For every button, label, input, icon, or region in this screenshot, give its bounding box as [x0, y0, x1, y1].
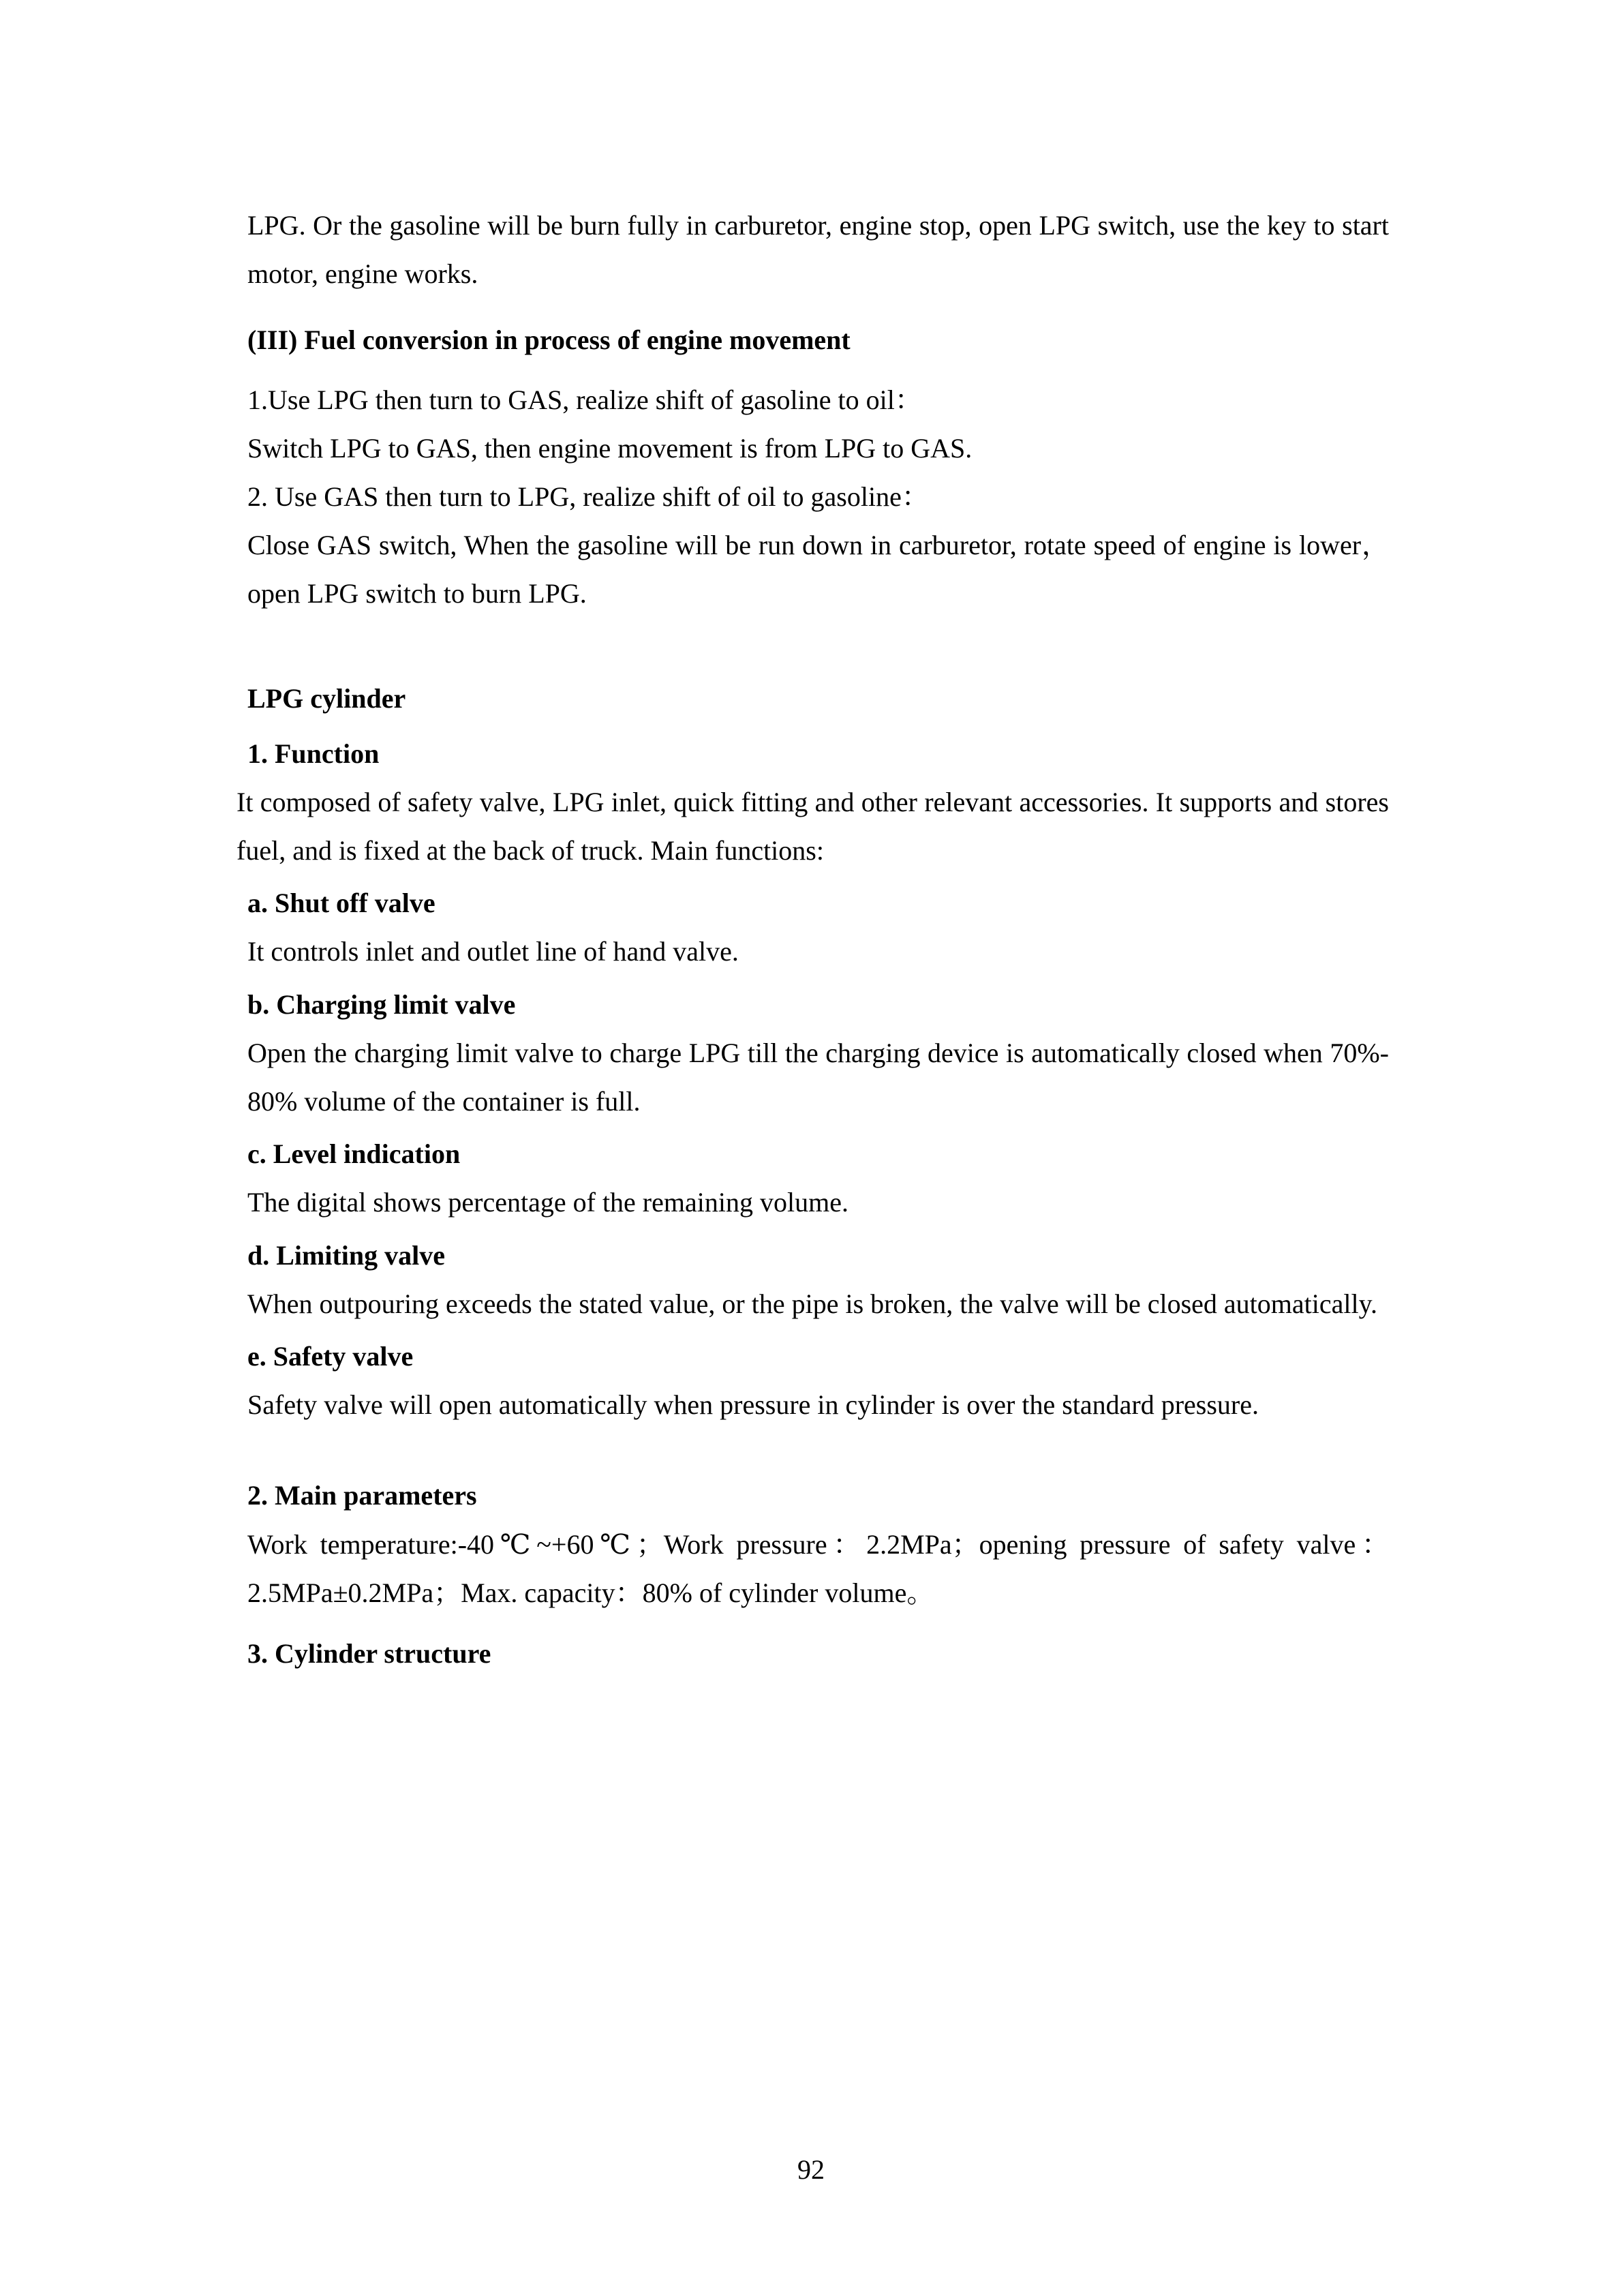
charging-limit-valve-body: Open the charging limit valve to charge LPG till the charging device is automatically closed when 70%- 80% volume of the container is full.: [247, 1037, 1389, 1117]
fuel-conversion-heading: (III) Fuel conversion in process of engine movement: [247, 324, 851, 356]
page-content: [236, 201, 1389, 1678]
level-indication-heading: c. Level indication: [247, 1138, 461, 1170]
fuel-conversion-item-1-detail: Switch LPG to GAS, then engine movement is from LPG to GAS.: [247, 432, 973, 464]
cylinder-structure-heading: 3. Cylinder structure: [247, 1637, 491, 1669]
safety-valve-heading: e. Safety valve: [247, 1340, 414, 1372]
shut-off-valve-body: It controls inlet and outlet line of hand valve.: [247, 936, 739, 967]
fuel-conversion-item-2-detail: Close GAS switch, When the gasoline will be run down in carburetor, rotate speed of engine is lower，open LPG switch to burn LPG.: [247, 530, 1389, 609]
shut-off-valve-heading: a. Shut off valve: [247, 888, 435, 919]
level-indication-body: The digital shows percentage of the remaining volume.: [247, 1187, 848, 1218]
fuel-conversion-item-2: 2. Use GAS then turn to LPG, realize shift of oil to gasoline：: [247, 481, 929, 512]
lpg-cylinder-title: LPG cylinder: [247, 682, 406, 714]
safety-valve-body: Safety valve will open automatically when pressure in cylinder is over the standard pressure.: [247, 1389, 1259, 1421]
function-body: It composed of safety valve, LPG inlet, quick fitting and other relevant accessories. It supports and stores fuel, and is fixed at the back of truck. Main functions:: [236, 786, 1389, 866]
page-number: 92: [797, 2154, 825, 2185]
charging-limit-valve-heading: b. Charging limit valve: [247, 988, 516, 1020]
intro-paragraph: LPG. Or the gasoline will be burn fully in carburetor, engine stop, open LPG switch, use the key to start motor, engine works.: [247, 210, 1389, 290]
main-parameters-heading: 2. Main parameters: [247, 1480, 477, 1511]
limiting-valve-body: When outpouring exceeds the stated value, or the pipe is broken, the valve will be closed automatically.: [247, 1288, 1377, 1319]
function-heading: 1. Function: [247, 738, 380, 769]
fuel-conversion-item-1: 1.Use LPG then turn to GAS, realize shift of gasoline to oil：: [247, 384, 922, 415]
limiting-valve-heading: d. Limiting valve: [247, 1239, 446, 1271]
main-parameters-body: Work temperature:-40℃~+60℃；Work pressure：2.2MPa；opening pressure of safety valve：2.5MPa±0.2MPa；Max. capacity：80% of cylinder volume。: [247, 1528, 1389, 1608]
